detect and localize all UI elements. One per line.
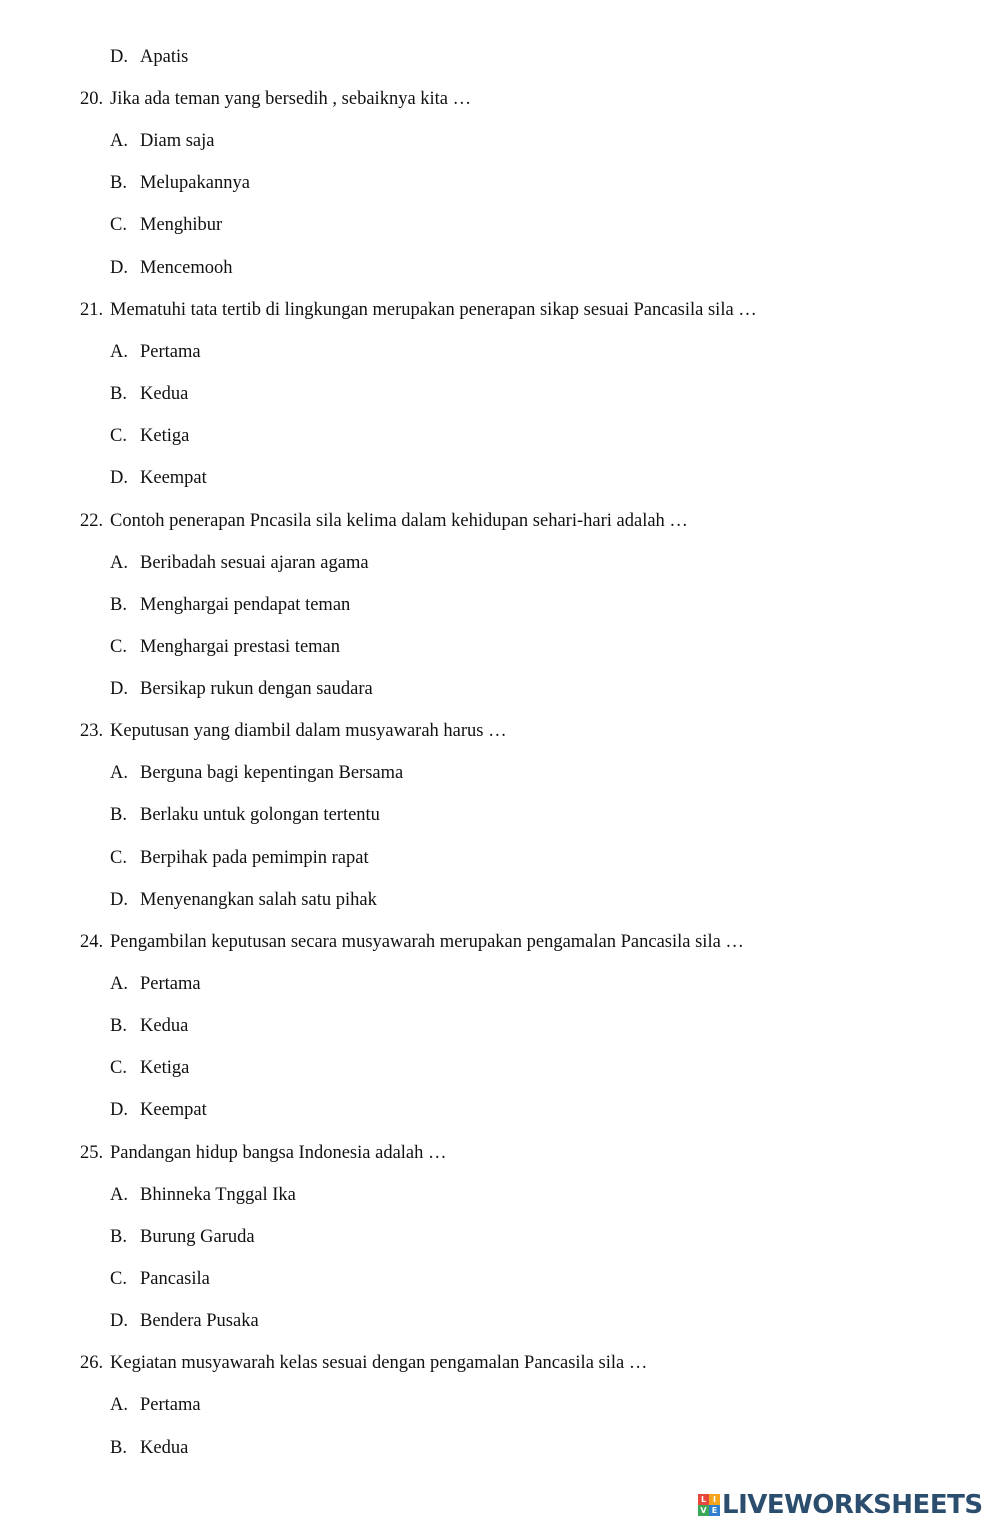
option-text: Diam saja xyxy=(140,131,215,151)
option-letter: D. xyxy=(110,890,128,910)
option-text: Kedua xyxy=(140,384,189,404)
option-text: Bersikap rukun dengan saudara xyxy=(140,679,373,699)
option-text: Keempat xyxy=(140,468,207,488)
question-text: Kegiatan musyawarah kelas sesuai dengan pengamalan Pancasila sila … xyxy=(110,1353,648,1373)
option-letter: C. xyxy=(110,848,127,868)
option-text: Kedua xyxy=(140,1438,189,1458)
question-text: Mematuhi tata tertib di lingkungan merupakan penerapan sikap sesuai Pancasila sila … xyxy=(110,300,757,320)
option-text: Melupakannya xyxy=(140,173,250,193)
option-text: Kedua xyxy=(140,1016,189,1036)
option-letter: A. xyxy=(110,1395,128,1415)
option-text: Pertama xyxy=(140,1395,201,1415)
question-number: 20. xyxy=(80,89,104,109)
option-letter: D. xyxy=(110,258,128,278)
option-text: Berguna bagi kepentingan Bersama xyxy=(140,763,404,783)
logo-icon-cell: V xyxy=(698,1505,709,1516)
question-number: 22. xyxy=(80,511,104,531)
option-letter: A. xyxy=(110,974,128,994)
option-text: Menghargai prestasi teman xyxy=(140,637,341,657)
option-text: Menghibur xyxy=(140,215,223,235)
option-letter: A. xyxy=(110,763,128,783)
question-text: Contoh penerapan Pncasila sila kelima dalam kehidupan sehari-hari adalah … xyxy=(110,511,688,531)
question-text: Pengambilan keputusan secara musyawarah merupakan pengamalan Pancasila sila … xyxy=(110,932,744,952)
option-text: Mencemooh xyxy=(140,258,233,278)
option-letter: D. xyxy=(110,1100,128,1120)
question-number: 25. xyxy=(80,1143,104,1163)
option-text: Pertama xyxy=(140,342,201,362)
option-text: Keempat xyxy=(140,1100,207,1120)
option-text: Bendera Pusaka xyxy=(140,1311,259,1331)
option-text: Menyenangkan salah satu pihak xyxy=(140,890,377,910)
option-letter: C. xyxy=(110,1269,127,1289)
option-text: Ketiga xyxy=(140,1058,190,1078)
option-letter: B. xyxy=(110,384,127,404)
question-number: 21. xyxy=(80,300,104,320)
option-letter: A. xyxy=(110,342,128,362)
question-number: 26. xyxy=(80,1353,104,1373)
option-text: Burung Garuda xyxy=(140,1227,255,1247)
logo-icon-cell: L xyxy=(698,1494,709,1505)
option-text: Menghargai pendapat teman xyxy=(140,595,351,615)
option-letter: C. xyxy=(110,426,127,446)
question-number: 24. xyxy=(80,932,104,952)
option-letter: D. xyxy=(110,1311,128,1331)
option-text: Pancasila xyxy=(140,1269,210,1289)
option-letter: A. xyxy=(110,553,128,573)
option-text: Beribadah sesuai ajaran agama xyxy=(140,553,369,573)
option-text: Pertama xyxy=(140,974,201,994)
option-text: Berpihak pada pemimpin rapat xyxy=(140,848,369,868)
question-text: Keputusan yang diambil dalam musyawarah harus … xyxy=(110,721,507,741)
liveworksheets-logo-icon xyxy=(698,1494,720,1516)
option-text: Bhinneka Tnggal Ika xyxy=(140,1185,296,1205)
liveworksheets-logo-text: LIVEWORKSHEETS xyxy=(722,1490,983,1520)
option-letter: B. xyxy=(110,173,127,193)
option-letter: C. xyxy=(110,215,127,235)
option-letter: B. xyxy=(110,595,127,615)
option-letter: C. xyxy=(110,637,127,657)
option-letter: B. xyxy=(110,1016,127,1036)
option-text: Apatis xyxy=(140,47,189,67)
option-letter: A. xyxy=(110,1185,128,1205)
logo-icon-cell: I xyxy=(709,1494,720,1505)
question-text: Pandangan hidup bangsa Indonesia adalah … xyxy=(110,1143,447,1163)
option-text: Berlaku untuk golongan tertentu xyxy=(140,805,380,825)
question-text: Jika ada teman yang bersedih , sebaiknya kita … xyxy=(110,89,472,109)
option-letter: B. xyxy=(110,805,127,825)
option-letter: D. xyxy=(110,679,128,699)
option-letter: A. xyxy=(110,131,128,151)
logo-icon-cell: E xyxy=(709,1505,720,1516)
option-letter: C. xyxy=(110,1058,127,1078)
option-letter: B. xyxy=(110,1438,127,1458)
option-letter: B. xyxy=(110,1227,127,1247)
option-letter: D. xyxy=(110,468,128,488)
question-number: 23. xyxy=(80,721,104,741)
option-letter: D. xyxy=(110,47,128,67)
option-text: Ketiga xyxy=(140,426,190,446)
liveworksheets-logo xyxy=(698,1490,983,1520)
